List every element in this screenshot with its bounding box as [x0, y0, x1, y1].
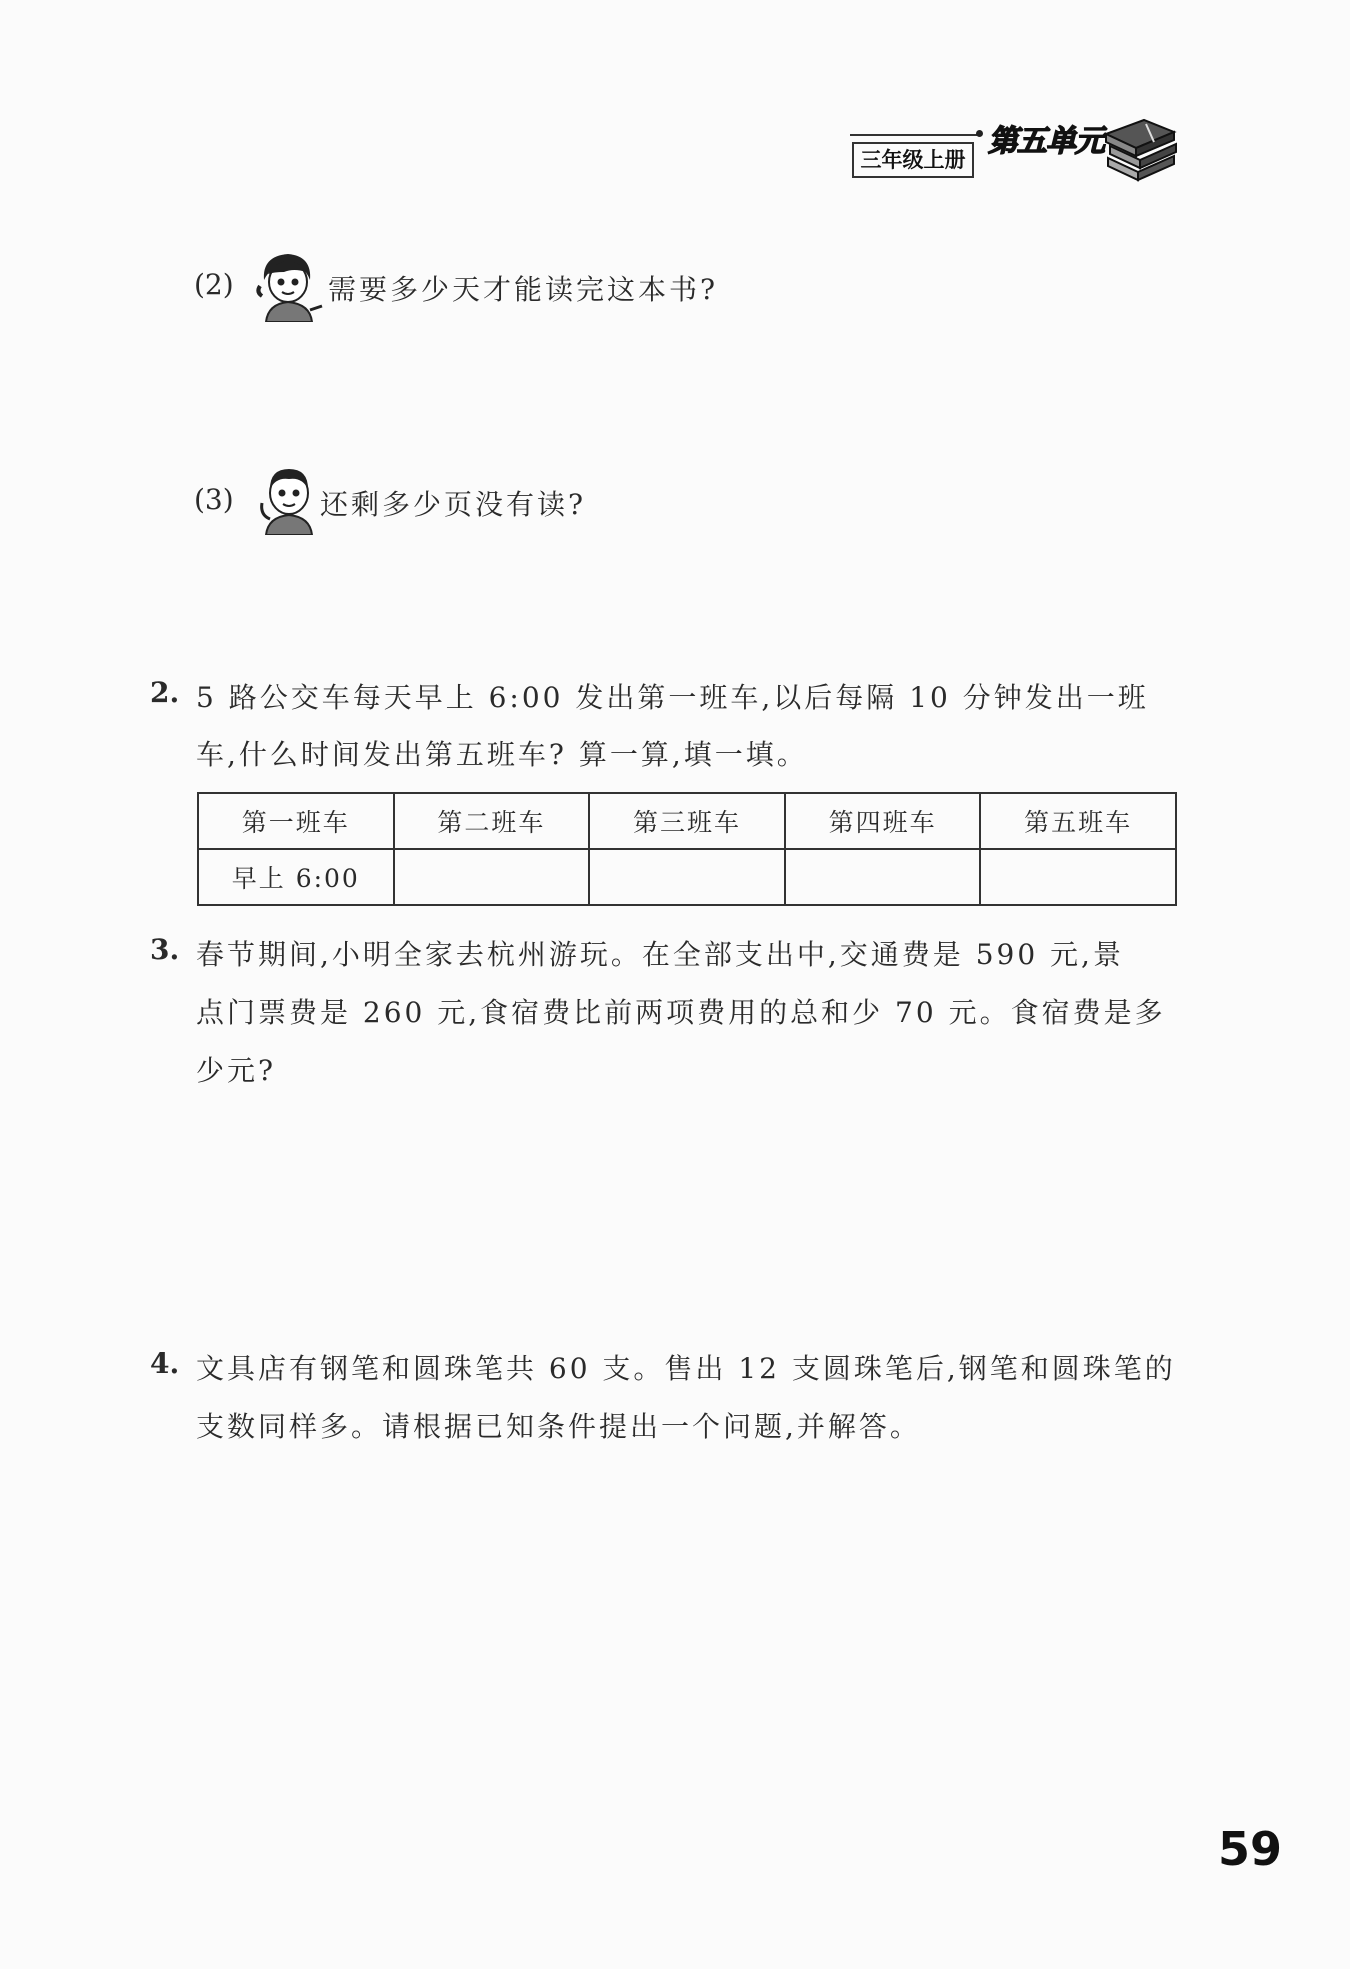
girl-avatar-icon	[254, 250, 324, 322]
subquestion-text: 还剩多少页没有读?	[320, 488, 587, 521]
table-header-cell: 第一班车	[198, 793, 394, 849]
boy-avatar-icon	[258, 463, 318, 535]
answer-cell[interactable]	[980, 849, 1176, 905]
answer-cell[interactable]	[785, 849, 981, 905]
table-header-cell: 第五班车	[980, 793, 1176, 849]
table-cell: 早上 6:00	[198, 849, 394, 905]
answer-cell[interactable]	[394, 849, 590, 905]
question-text-line: 车,什么时间发出第五班车? 算一算,填一填。	[196, 738, 808, 771]
question-text-line: 春节期间,小明全家去杭州游玩。在全部支出中,交通费是 590 元,景	[196, 938, 1124, 971]
subquestion-number: (2)	[194, 268, 234, 301]
question-number: 3.	[150, 933, 180, 966]
question-text-line: 文具店有钢笔和圆珠笔共 60 支。售出 12 支圆珠笔后,钢笔和圆珠笔的	[196, 1352, 1176, 1385]
grade-label: 三年级上册	[852, 142, 974, 178]
unit-header	[850, 112, 1190, 187]
table-header-cell: 第三班车	[589, 793, 785, 849]
question-text-line: 支数同样多。请根据已知条件提出一个问题,并解答。	[196, 1410, 921, 1443]
question-text-line: 点门票费是 260 元,食宿费比前两项费用的总和少 70 元。食宿费是多	[196, 996, 1166, 1029]
subquestion-text: 需要多少天才能读完这本书?	[328, 273, 719, 306]
answer-cell[interactable]	[589, 849, 785, 905]
question-text-line: 少元?	[196, 1054, 277, 1087]
table-header-row	[198, 793, 1176, 849]
page-number: 59	[1218, 1822, 1283, 1876]
bus-schedule-table	[197, 792, 1177, 906]
question-text-line: 5 路公交车每天早上 6:00 发出第一班车,以后每隔 10 分钟发出一班	[196, 681, 1149, 714]
question-number: 2.	[150, 676, 180, 709]
books-icon	[1100, 112, 1180, 182]
header-dot	[976, 130, 983, 137]
header-rule	[850, 134, 978, 136]
table-header-cell: 第二班车	[394, 793, 590, 849]
question-number: 4.	[150, 1347, 180, 1380]
subquestion-number: (3)	[194, 483, 234, 516]
table-row	[198, 849, 1176, 905]
table-header-cell: 第四班车	[785, 793, 981, 849]
unit-title: 第五单元	[988, 124, 1104, 159]
